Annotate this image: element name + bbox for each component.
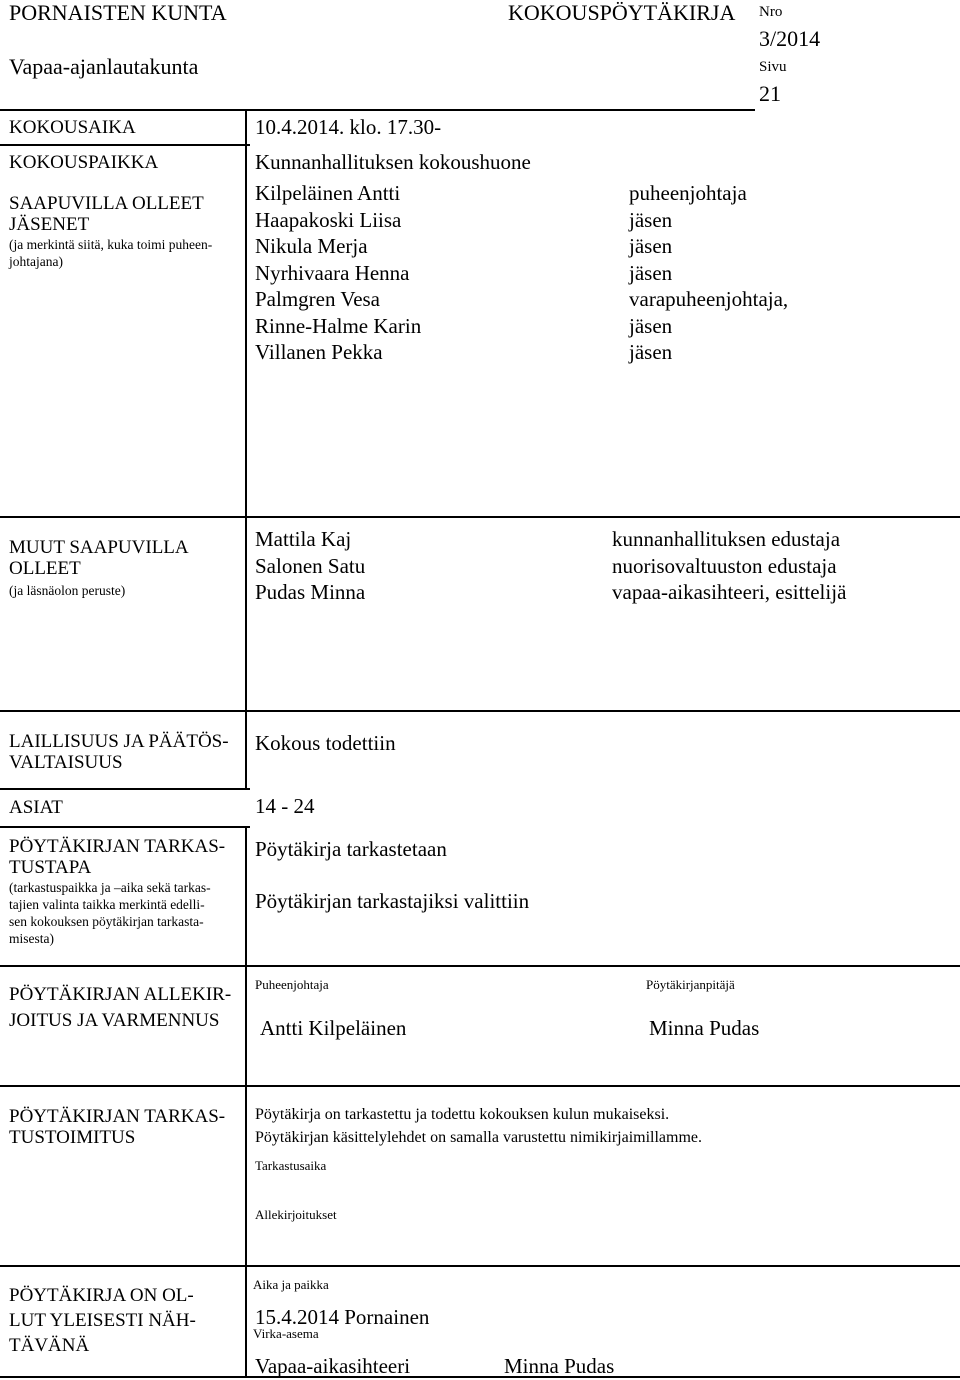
board-name: Vapaa-ajanlautakunta bbox=[9, 54, 199, 79]
divider bbox=[0, 1265, 960, 1267]
other-names bbox=[255, 526, 365, 606]
legality-value: Kokous todettiin bbox=[255, 731, 396, 755]
place-value: 15.4.2014 Pornainen bbox=[255, 1305, 430, 1329]
meeting-time-value: 10.4.2014. klo. 17.30- bbox=[255, 115, 442, 139]
members-label bbox=[9, 193, 204, 235]
column-divider bbox=[245, 109, 247, 788]
title-value: Vapaa-aikasihteeri bbox=[255, 1354, 411, 1378]
items-value: 14 - 24 bbox=[255, 794, 315, 818]
place-caption: Aika ja paikka bbox=[253, 1277, 329, 1292]
legality-label-line: VALTAISUUS bbox=[9, 752, 123, 773]
other-name: Pudas Minna bbox=[255, 580, 366, 604]
number-value: 3/2014 bbox=[759, 26, 821, 51]
public-display-label-line: TÄVÄNÄ bbox=[9, 1335, 90, 1356]
title-caption: Virka-asema bbox=[253, 1326, 319, 1341]
other-name: Mattila Kaj bbox=[255, 527, 352, 551]
inspection-method-label-line: PÖYTÄKIRJAN TARKAS- bbox=[9, 836, 226, 857]
signatures-label-line: JOITUS JA VARMENNUS bbox=[9, 1010, 220, 1031]
inspection-method-note-line: (tarkastuspaikka ja –aika sekä tarkas- bbox=[9, 880, 211, 895]
member-name: Nikula Merja bbox=[255, 234, 368, 258]
items-label: ASIAT bbox=[9, 797, 63, 818]
legality-label bbox=[9, 731, 229, 773]
members-label-line: SAAPUVILLA OLLEET bbox=[9, 193, 204, 214]
member-name: Nyrhivaara Henna bbox=[255, 260, 410, 285]
divider bbox=[0, 965, 960, 967]
members-label-line: JÄSENET bbox=[9, 214, 90, 235]
others-note: (ja läsnäolon peruste) bbox=[9, 583, 126, 598]
inspection-method-label-line: TUSTAPA bbox=[9, 857, 92, 878]
inspection-text-2: Pöytäkirjan käsittelylehdet on samalla varustettu nimikirjaimillamme. bbox=[255, 1129, 703, 1146]
others-label bbox=[9, 537, 189, 579]
inspectors-text: Pöytäkirjan tarkastajiksi valittiin bbox=[255, 889, 530, 913]
divider bbox=[0, 144, 250, 146]
member-name: Palmgren Vesa bbox=[255, 287, 381, 311]
divider bbox=[0, 1085, 960, 1087]
meeting-time-label: KOKOUSAIKA bbox=[9, 117, 136, 138]
inspection-label-line: PÖYTÄKIRJAN TARKAS- bbox=[9, 1106, 226, 1127]
number-label: Nro bbox=[759, 4, 783, 20]
inspection-signatures-caption: Allekirjoitukset bbox=[255, 1207, 337, 1222]
meeting-place-label: KOKOUSPAIKKA bbox=[9, 152, 159, 173]
others-label-line: MUUT SAAPUVILLA bbox=[9, 537, 189, 558]
page-label: Sivu bbox=[759, 59, 787, 75]
member-names bbox=[255, 180, 421, 366]
legality-label-line: LAILLISUUS JA PÄÄTÖS- bbox=[9, 731, 229, 752]
member-name: Villanen Pekka bbox=[255, 340, 383, 364]
column-divider bbox=[245, 826, 247, 1377]
secretary-name: Minna Pudas bbox=[649, 1016, 760, 1040]
member-roles bbox=[629, 180, 788, 366]
member-role: jäsen bbox=[629, 207, 673, 232]
member-role: jäsen bbox=[629, 234, 673, 258]
members-note-line: johtajana) bbox=[9, 254, 63, 269]
other-name: Salonen Satu bbox=[255, 553, 366, 578]
divider bbox=[0, 516, 960, 518]
other-role: vapaa-aikasihteeri, esittelijä bbox=[612, 580, 847, 604]
inspection-method-label bbox=[9, 836, 225, 878]
inspection-method-note-line: tajien valinta taikka merkintä edelli- bbox=[9, 897, 205, 912]
signatures-label-line: PÖYTÄKIRJAN ALLEKIR- bbox=[9, 984, 232, 1005]
other-role: kunnanhallituksen edustaja bbox=[612, 527, 841, 551]
page-value: 21 bbox=[759, 81, 781, 106]
inspection-text-1: Pöytäkirja on tarkastettu ja todettu kokouksen kulun mukaiseksi. bbox=[255, 1106, 670, 1123]
public-display-label-line: PÖYTÄKIRJA ON OL- bbox=[9, 1285, 194, 1306]
municipality-name: PORNAISTEN KUNTA bbox=[9, 0, 227, 25]
member-role: varapuheenjohtaja, bbox=[629, 287, 789, 311]
other-role: nuorisovaltuuston edustaja bbox=[612, 553, 837, 578]
member-role: jäsen bbox=[629, 313, 673, 338]
divider bbox=[0, 1376, 960, 1378]
public-display-label-line: LUT YLEISESTI NÄH- bbox=[9, 1310, 196, 1331]
members-note bbox=[9, 236, 212, 270]
member-name: Rinne-Halme Karin bbox=[255, 313, 422, 338]
inspection-method-note-line: sen kokouksen pöytäkirjan tarkasta- bbox=[9, 914, 204, 929]
meeting-place-value: Kunnanhallituksen kokoushuone bbox=[255, 150, 531, 174]
members-note-line: (ja merkintä siitä, kuka toimi puheen- bbox=[9, 237, 213, 252]
inspection-method-note-line: misesta) bbox=[9, 931, 54, 946]
divider bbox=[0, 710, 960, 712]
member-role: jäsen bbox=[629, 260, 673, 285]
display-name-value: Minna Pudas bbox=[504, 1354, 615, 1378]
divider bbox=[0, 109, 755, 111]
others-label-line: OLLEET bbox=[9, 558, 81, 579]
signatures-label bbox=[9, 982, 231, 1034]
document-type: KOKOUSPÖYTÄKIRJA bbox=[508, 0, 736, 25]
member-role: jäsen bbox=[629, 340, 673, 364]
member-role: puheenjohtaja bbox=[629, 181, 747, 205]
other-roles bbox=[612, 526, 846, 606]
inspection-time-caption: Tarkastusaika bbox=[255, 1158, 327, 1173]
inspection-label bbox=[9, 1106, 225, 1148]
divider bbox=[0, 826, 250, 828]
inspection-label-line: TUSTOIMITUS bbox=[9, 1127, 136, 1148]
public-display-label bbox=[9, 1283, 196, 1358]
chair-name: Antti Kilpeläinen bbox=[260, 1016, 407, 1040]
member-name: Haapakoski Liisa bbox=[255, 207, 402, 232]
inspection-method-text: Pöytäkirja tarkastetaan bbox=[255, 837, 447, 861]
member-name: Kilpeläinen Antti bbox=[255, 181, 401, 205]
divider bbox=[0, 788, 250, 790]
chair-caption: Puheenjohtaja bbox=[255, 977, 329, 992]
inspection-method-note bbox=[9, 879, 211, 947]
secretary-caption: Pöytäkirjanpitäjä bbox=[646, 977, 735, 992]
